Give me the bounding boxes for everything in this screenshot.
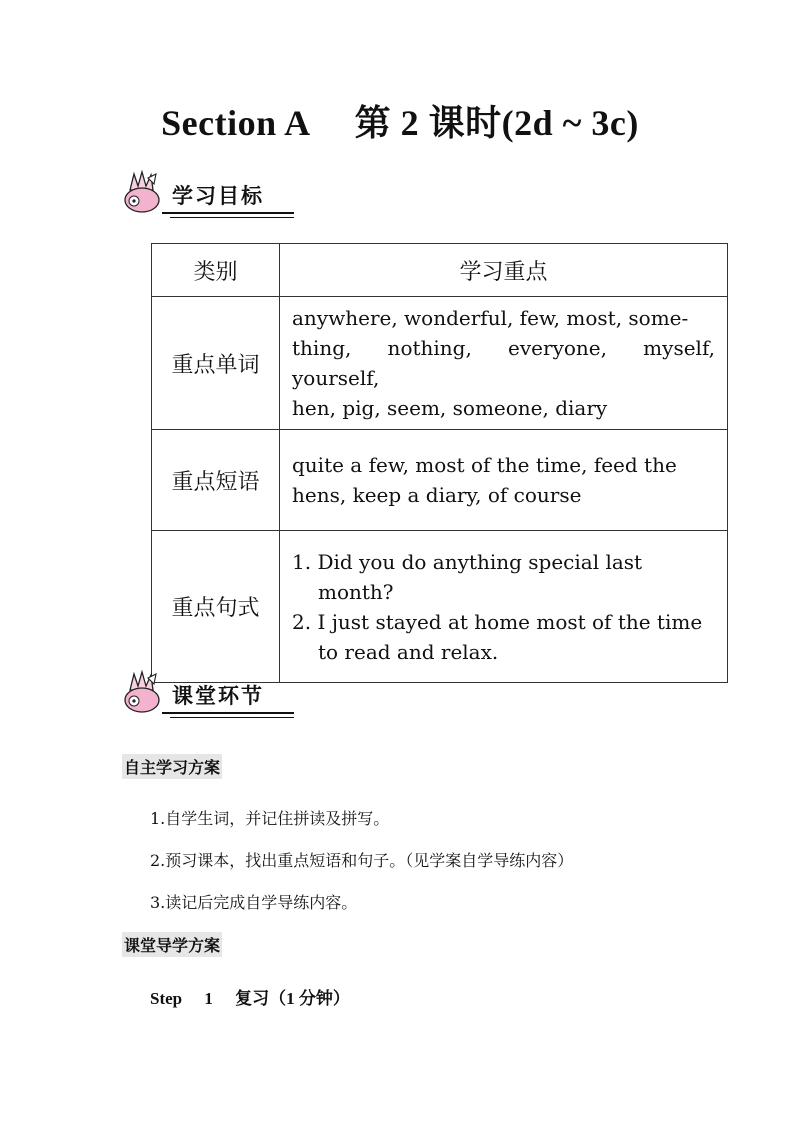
step-word: Step [150,989,183,1008]
step-line [150,984,368,1009]
content-line: thing, nothing, everyone, myself, yourself, [292,336,715,390]
content-line: anywhere, wonderful, few, most, some- [292,306,689,330]
row-content [280,297,728,430]
flower-pot-icon [118,668,168,718]
class-header-text: 课堂环节 [172,684,264,708]
table-row [152,531,728,683]
header-underline [162,712,294,714]
header-underline-thin [170,717,294,718]
content-line: hens, keep a diary, of course [292,483,582,507]
table-row [152,297,728,430]
table-row [152,430,728,531]
header-underline-thin [170,217,294,218]
class-section-header [118,668,298,728]
row-category: 重点句式 [152,531,280,683]
content-line: quite a few, most of the time, feed the [292,453,677,477]
table-header-focus: 学习重点 [280,244,728,297]
step-number: 1 [204,989,213,1008]
self-study-label: 自主学习方案 [122,754,222,779]
row-content [280,531,728,683]
content-line: 2. I just stayed at home most of the time [292,609,703,634]
row-category: 重点短语 [152,430,280,531]
step-text: 复习（1 分钟） [235,989,350,1008]
content-line: hen, pig, seem, someone, diary [292,396,608,420]
self-study-item: 1.自学生词，并记住拼读及拼写。 [150,809,390,828]
learning-goals-table [151,243,728,683]
class-guide-label: 课堂导学方案 [122,932,222,957]
self-study-item: 3.读记后完成自学导练内容。 [150,893,358,912]
page-title: Section A 第 2 课时(2d ~ 3c) [161,103,639,143]
content-line: 1. Did you do anything special last [292,549,643,574]
goals-section-header [118,168,298,228]
content-line: month? [318,579,394,604]
row-content [280,430,728,531]
content-line: to read and relax. [318,639,499,664]
header-underline [162,212,294,214]
table-header-category: 类别 [152,244,280,297]
table-header-row [152,244,728,297]
self-study-item: 2.预习课本，找出重点短语和句子。（见学案自学导练内容） [150,851,574,870]
flower-pot-icon [118,168,168,218]
goals-header-text: 学习目标 [172,184,264,208]
row-category: 重点单词 [152,297,280,430]
